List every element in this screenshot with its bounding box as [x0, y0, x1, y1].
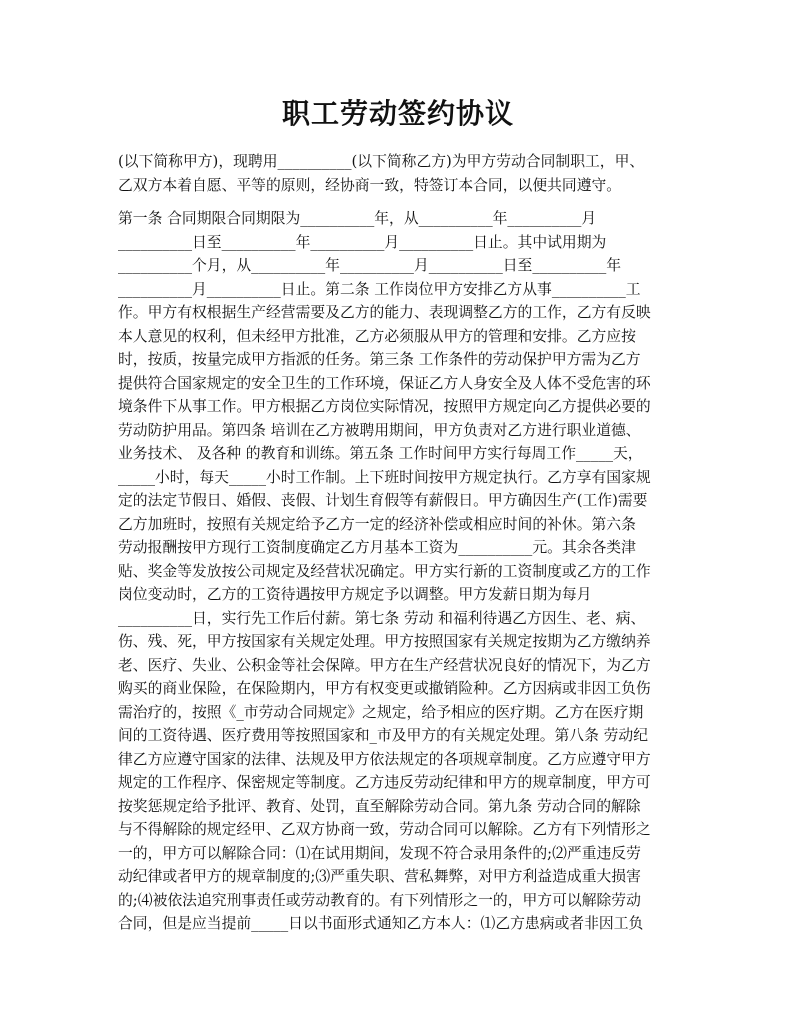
text-line: 劳动防护用品。第四条 培训在乙方被聘用期间，甲方负责对乙方进行职业道德、 [118, 421, 641, 439]
text-line: 合同，但是应当提前_____日以书面形式通知乙方本人：⑴乙方患病或者非因工负 [118, 915, 644, 932]
text-line: 劳动报酬按甲方现行工资制度确定乙方月基本工资为__________元。其余各类津 [118, 539, 636, 556]
text-line: _____小时，每天_____小时工作制。上下班时间按甲方规定执行。乙方享有国家规 [118, 468, 651, 486]
body-paragraph [118, 207, 688, 936]
text-line: 间的工资待遇、医疗费用等按照国家和_市及甲方的有关规定处理。第八条 劳动纪 [118, 727, 648, 744]
text-line: 需治疗的，按照《_市劳动合同规定》之规定，给予相应的医疗期。乙方在医疗期 [118, 703, 644, 721]
text-line: 规定的工作程序、保密规定等制度。乙方违反劳动纪律和甲方的规章制度，甲方可 [118, 774, 651, 791]
text-line: 定的法定节假日、婚假、丧假、计划生育假等有薪假日。甲方确因生产(工作)需要 [118, 492, 648, 509]
text-line: 时，按质，按量完成甲方指派的任务。第三条 工作条件的劳动保护甲方需为乙方 [118, 351, 641, 368]
text-line: 第一条 合同期限合同期限为__________年，从__________年__________月 [118, 210, 597, 227]
text-line: 乙方加班时，按照有关规定给予乙方一定的经济补偿或相应时间的补休。第六条 [118, 515, 636, 533]
intro-paragraph [118, 150, 688, 197]
document-title: 职工劳动签约协议 [281, 97, 514, 130]
text-line: 乙双方本着自愿、平等的原则，经协商一致，特签订本合同，以便共同遵守。 [118, 176, 622, 194]
text-line: 按奖惩规定给予批评、教育、处罚，直至解除劳动合同。第九条 劳动合同的解除 [118, 797, 641, 815]
text-line: 岗位变动时，乙方的工资待遇按甲方规定予以调整。甲方发薪日期为每月 [118, 586, 592, 603]
text-line: 律乙方应遵守国家的法律、法规及甲方依法规定的各项规章制度。乙方应遵守甲方 [118, 750, 651, 768]
text-line: __________月__________日止。第二条 工作岗位甲方安排乙方从事__________工 [118, 280, 641, 298]
text-line: 与不得解除的规定经甲、乙双方协商一致，劳动合同可以解除。乙方有下列情形之 [118, 821, 651, 838]
text-line: 动纪律或者甲方的规章制度的;⑶严重失职、营私舞弊，对甲方利益造成重大损害 [118, 868, 641, 885]
text-line: __________日，实行先工作后付薪。第七条 劳动 和福利待遇乙方因生、老、病、 [118, 609, 646, 627]
text-line: 老、医疗、失业、公积金等社会保障。甲方在生产经营状况良好的情况下，为乙方 [118, 656, 651, 674]
text-line: 一的，甲方可以解除合同：⑴在试用期间，发现不符合录用条件的;⑵严重违反劳 [118, 844, 641, 862]
text-line: 作。甲方有权根据生产经营需要及乙方的能力、表现调整乙方的工作，乙方有反映 [118, 304, 651, 321]
text-line: __________个月，从__________年__________月__________日至__________年 [118, 257, 622, 274]
text-line: 提供符合国家规定的安全卫生的工作环境，保证乙方人身安全及人体不受危害的环 [118, 374, 651, 392]
text-line: 境条件下从事工作。甲方根据乙方岗位实际情况，按照甲方规定向乙方提供必要的 [118, 398, 651, 415]
text-line: 本人意见的权利，但未经甲方批准，乙方必须服从甲方的管理和安排。乙方应按 [118, 327, 636, 345]
text-line: 购买的商业保险，在保险期内，甲方有权变更或撤销险种。乙方因病或非因工负伤 [118, 680, 651, 697]
text-line: 伤、残、死，甲方按国家有关规定处理。甲方按照国家有关规定按期为乙方缴纳养 [118, 633, 651, 650]
text-line: __________日至__________年__________月__________日止。其中试用期为 [118, 233, 607, 251]
text-line: 业务技术、 及各种 的教育和训练。第五条 工作时间甲方实行每周工作_____天， [118, 445, 643, 462]
text-line: (以下简称甲方)，现聘用__________(以下简称乙方)为甲方劳动合同制职工，甲、 [118, 153, 645, 170]
text-line: 的;⑷被依法追究刑事责任或劳动教育的。有下列情形之一的，甲方可以解除劳动 [118, 891, 641, 909]
text-line: 贴、奖金等发放按公司规定及经营状况确定。甲方实行新的工资制度或乙方的工作 [118, 562, 651, 580]
